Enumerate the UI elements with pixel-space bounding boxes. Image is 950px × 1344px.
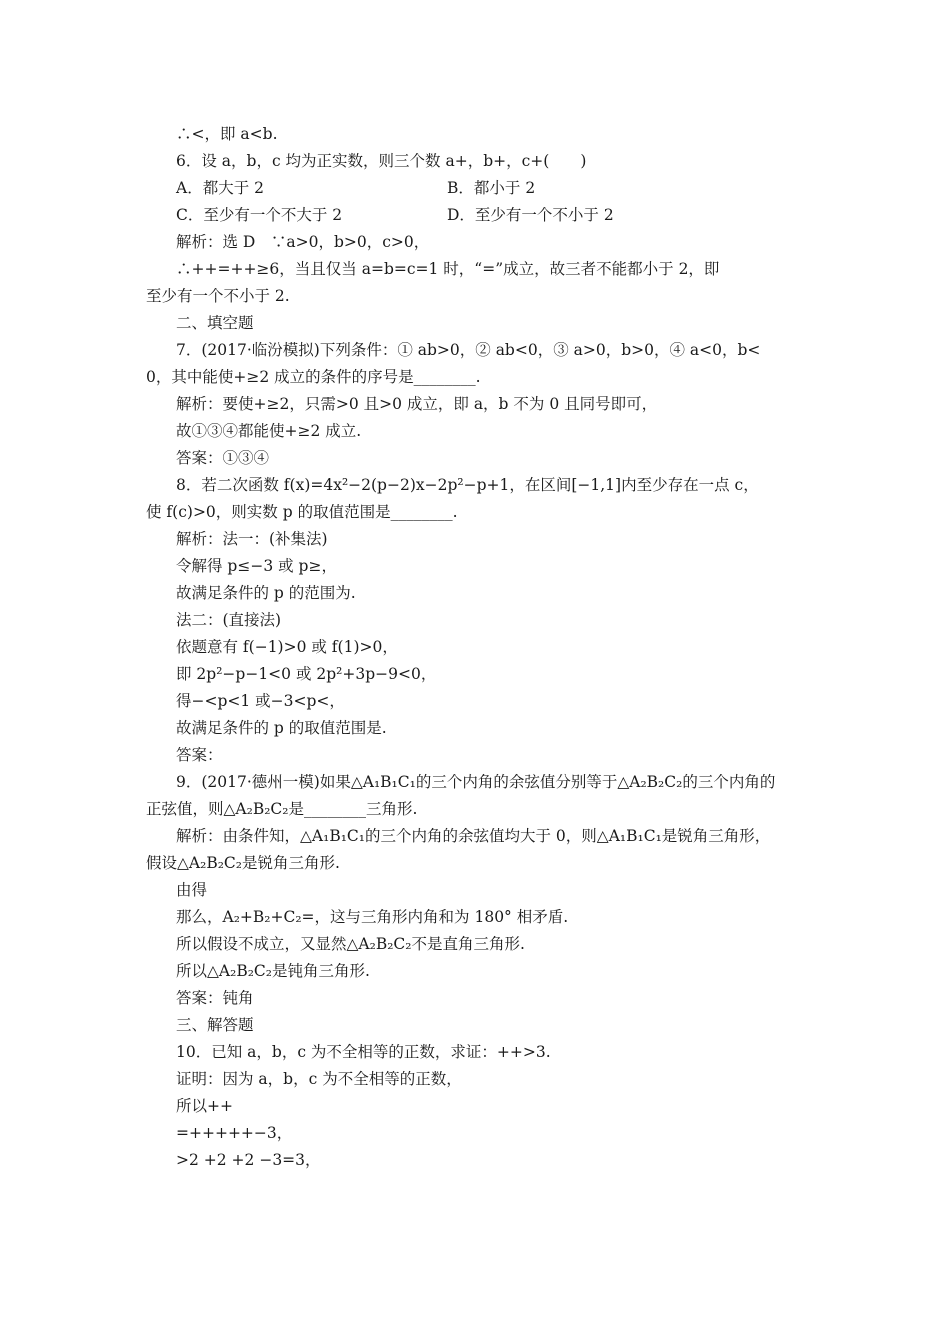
- text-line-l21: 即 2p²−p−1<0 或 2p²+3p−9<0，: [176, 665, 437, 683]
- text-line-l27: 解析：由条件知，△A₁B₁C₁的三个内角的余弦值均大于 0，则△A₁B₁C₁是锐角三角形，: [176, 827, 771, 845]
- text-line-l09: 7．(2017·临汾模拟)下列条件：① ab>0，② ab<0，③ a>0，b>0，④ a<0，b<: [176, 341, 761, 359]
- text-line-l25: 9．(2017·德州一模)如果△A₁B₁C₁的三个内角的余弦值分别等于△A₂B₂C₂的三个内角的: [176, 773, 776, 791]
- text-line-l11: 解析：要使+≥2，只需>0 且>0 成立，即 a，b 不为 0 且同号即可，: [176, 395, 658, 413]
- text-line-l04b: D．至少有一个不小于 2: [447, 206, 614, 224]
- text-line-l12: 故①③④都能使+≥2 成立.: [176, 422, 362, 440]
- text-line-l33: 答案：钝角: [176, 989, 254, 1007]
- text-line-l03a: A．都大于 2: [176, 179, 264, 197]
- text-line-l38: =+++++−3，: [176, 1124, 293, 1142]
- text-line-l17: 令解得 p≤−3 或 p≥，: [176, 557, 337, 575]
- text-line-l35: 10．已知 a，b，c 为不全相等的正数，求证：++>3.: [176, 1043, 551, 1061]
- text-line-l24: 答案：: [176, 746, 223, 764]
- text-line-l20: 依题意有 f(−1)>0 或 f(1)>0，: [176, 638, 398, 656]
- text-line-l36: 证明：因为 a，b，c 为不全相等的正数，: [176, 1070, 462, 1088]
- text-line-l37: 所以++: [176, 1097, 233, 1115]
- text-line-l10: 0，其中能使+≥2 成立的条件的序号是________.: [146, 368, 481, 386]
- text-line-l22: 得−<p<1 或−3<p<，: [176, 692, 345, 710]
- text-line-l13: 答案：①③④: [176, 449, 270, 467]
- text-line-l32: 所以△A₂B₂C₂是钝角三角形.: [176, 962, 370, 980]
- text-line-l08: 二、填空题: [176, 314, 254, 332]
- text-line-l14: 8．若二次函数 f(x)=4x²−2(p−2)x−2p²−p+1，在区间[−1,1]内至少存在一点 c，: [176, 476, 759, 494]
- text-line-l07: 至少有一个不小于 2.: [146, 287, 290, 305]
- text-line-l34: 三、解答题: [176, 1016, 254, 1034]
- text-line-l16: 解析：法一：(补集法): [176, 530, 328, 548]
- text-line-l19: 法二：(直接法): [176, 611, 282, 629]
- text-line-l30: 那么，A₂+B₂+C₂=，这与三角形内角和为 180° 相矛盾.: [176, 908, 569, 926]
- text-line-l29: 由得: [176, 881, 208, 899]
- text-line-l26: 正弦值，则△A₂B₂C₂是________三角形.: [146, 800, 418, 818]
- text-line-l39: >2 +2 +2 −3=3，: [176, 1151, 321, 1169]
- text-line-l01: ∴<，即 a<b.: [176, 125, 278, 143]
- text-line-l06: ∴++=++≥6，当且仅当 a=b=c=1 时，“=”成立，故三者不能都小于 2，即: [176, 260, 720, 278]
- text-line-l02: 6．设 a，b，c 均为正实数，则三个数 a+，b+，c+( ): [176, 152, 587, 170]
- text-line-l18: 故满足条件的 p 的范围为.: [176, 584, 356, 602]
- text-line-l03b: B．都小于 2: [447, 179, 536, 197]
- text-line-l05: 解析：选 D ∵a>0，b>0，c>0，: [176, 233, 430, 251]
- text-line-l15: 使 f(c)>0，则实数 p 的取值范围是________.: [146, 503, 458, 521]
- text-line-l28: 假设△A₂B₂C₂是锐角三角形.: [146, 854, 340, 872]
- text-line-l31: 所以假设不成立，又显然△A₂B₂C₂不是直角三角形.: [176, 935, 525, 953]
- text-line-l23: 故满足条件的 p 的取值范围是.: [176, 719, 387, 737]
- text-line-l04a: C．至少有一个不大于 2: [176, 206, 343, 224]
